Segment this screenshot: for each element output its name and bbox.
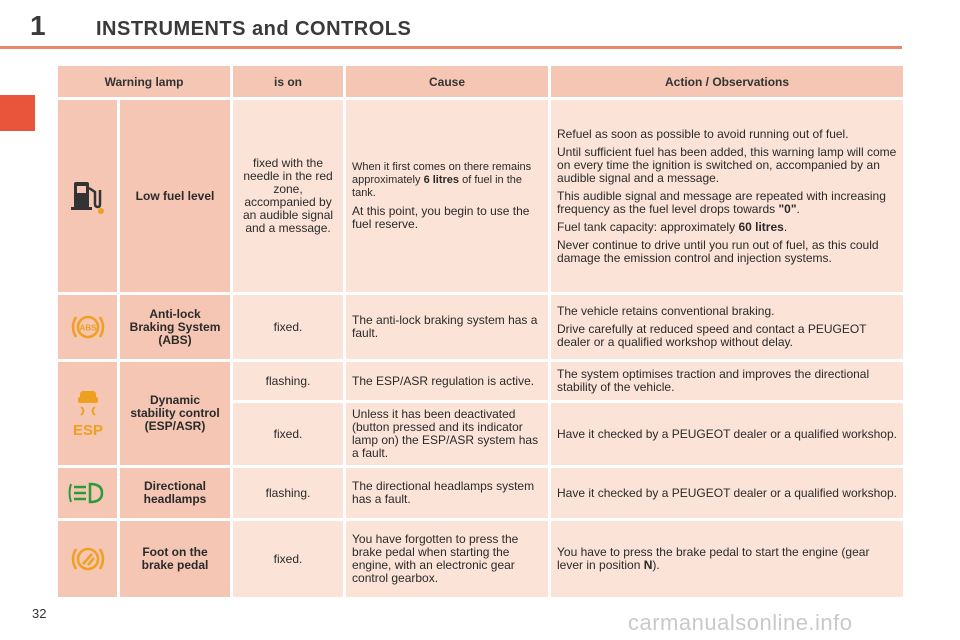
low-fuel-action-1: Refuel as soon as possible to avoid running out of fuel. [557, 126, 849, 141]
headlamp-lamp-name: Directional headlamps [120, 468, 230, 518]
esp-lamp-cell [58, 362, 117, 465]
headlamp-cause: The directional headlamps system has a fault. [346, 468, 548, 518]
low-fuel-action-3: This audible signal and message are repeated with increasing frequency as the fuel level drops towards "0". [557, 188, 886, 216]
low-fuel-cause-2: At this point, you begin to use the fuel reserve. [352, 204, 530, 231]
svg-text:ABS: ABS [79, 323, 96, 333]
low-fuel-lamp-name: Low fuel level [120, 100, 230, 292]
column-header-is-on: is on [233, 66, 343, 97]
brake-pedal-is-on: fixed. [233, 521, 343, 597]
abs-cause: The anti-lock braking system has a fault. [346, 295, 548, 359]
low-fuel-action-4: Fuel tank capacity: approximately 60 litres. [557, 219, 788, 234]
abs-is-on: fixed. [233, 295, 343, 359]
foot-brake-icon [68, 543, 108, 575]
warning-lamp-table [55, 63, 906, 600]
table-row-directional-headlamps [58, 468, 903, 518]
page-title: INSTRUMENTS and CONTROLS [96, 18, 412, 40]
low-fuel-cause [346, 100, 548, 292]
low-fuel-lamp-cell [58, 100, 117, 292]
abs-action [551, 295, 903, 359]
headlamp-action: Have it checked by a PEUGEOT dealer or a qualified workshop. [551, 468, 903, 518]
column-header-cause: Cause [346, 66, 548, 97]
table-row-low-fuel [58, 100, 903, 292]
title-rule [0, 46, 902, 49]
table-row-esp-flashing [58, 362, 903, 400]
column-header-action: Action / Observations [551, 66, 903, 97]
low-fuel-cause-1: When it first comes on there remains approximately 6 litres of fuel in the tank. [352, 161, 532, 199]
low-fuel-is-on: fixed with the needle in the red zone, accompanied by an audible signal and a message. [233, 100, 343, 292]
table-header-row [58, 66, 903, 97]
table-row-abs [58, 295, 903, 359]
chapter-number: 1 [30, 10, 46, 41]
esp-action-flashing: The system optimises traction and improves the directional stability of the vehicle. [551, 362, 903, 400]
table-row-foot-on-brake [58, 521, 903, 597]
abs-action-1: The vehicle retains conventional braking. [557, 304, 775, 318]
abs-lamp-name: Anti-lock Braking System (ABS) [120, 295, 230, 359]
fuel-pump-icon [68, 176, 108, 216]
watermark: carmanualsonline.info [628, 610, 853, 635]
brake-pedal-cause: You have forgotten to press the brake pedal when starting the engine, with an electronic gear control gearbox. [346, 521, 548, 597]
page-number: 32 [32, 606, 47, 621]
chapter-tab-marker [0, 95, 35, 131]
brake-pedal-lamp-name: Foot on the brake pedal [120, 521, 230, 597]
low-fuel-action-2: Until sufficient fuel has been added, this warning lamp will come on every time the ignition is switched on, accompanied by an audible signal and a message. [557, 144, 897, 185]
abs-action-2: Drive carefully at reduced speed and contact a PEUGEOT dealer or a qualified workshop without delay. [557, 322, 867, 349]
esp-icon [68, 387, 108, 441]
low-fuel-action-5: Never continue to drive until you run out of fuel, as this could damage the emission control and injection systems. [557, 237, 879, 265]
esp-is-on-fixed: fixed. [233, 403, 343, 465]
esp-cause-fixed: Unless it has been deactivated (button pressed and its indicator lamp on) the ESP/ASR system has a fault. [346, 403, 548, 465]
esp-is-on-flashing: flashing. [233, 362, 343, 400]
esp-lamp-name: Dynamic stability control (ESP/ASR) [120, 362, 230, 465]
esp-action-fixed: Have it checked by a PEUGEOT dealer or a qualified workshop. [551, 403, 903, 465]
low-fuel-action [551, 100, 903, 292]
esp-cause-flashing: The ESP/ASR regulation is active. [346, 362, 548, 400]
headlamp-lamp-cell [58, 468, 117, 518]
column-header-warning-lamp: Warning lamp [58, 66, 230, 97]
directional-headlamp-icon [68, 478, 108, 508]
brake-pedal-action: You have to press the brake pedal to start the engine (gear lever in position N). [551, 521, 903, 597]
abs-lamp-cell [58, 295, 117, 359]
esp-icon-label: ESP [72, 421, 103, 439]
abs-icon [68, 311, 108, 343]
brake-pedal-lamp-cell [58, 521, 117, 597]
headlamp-is-on: flashing. [233, 468, 343, 518]
